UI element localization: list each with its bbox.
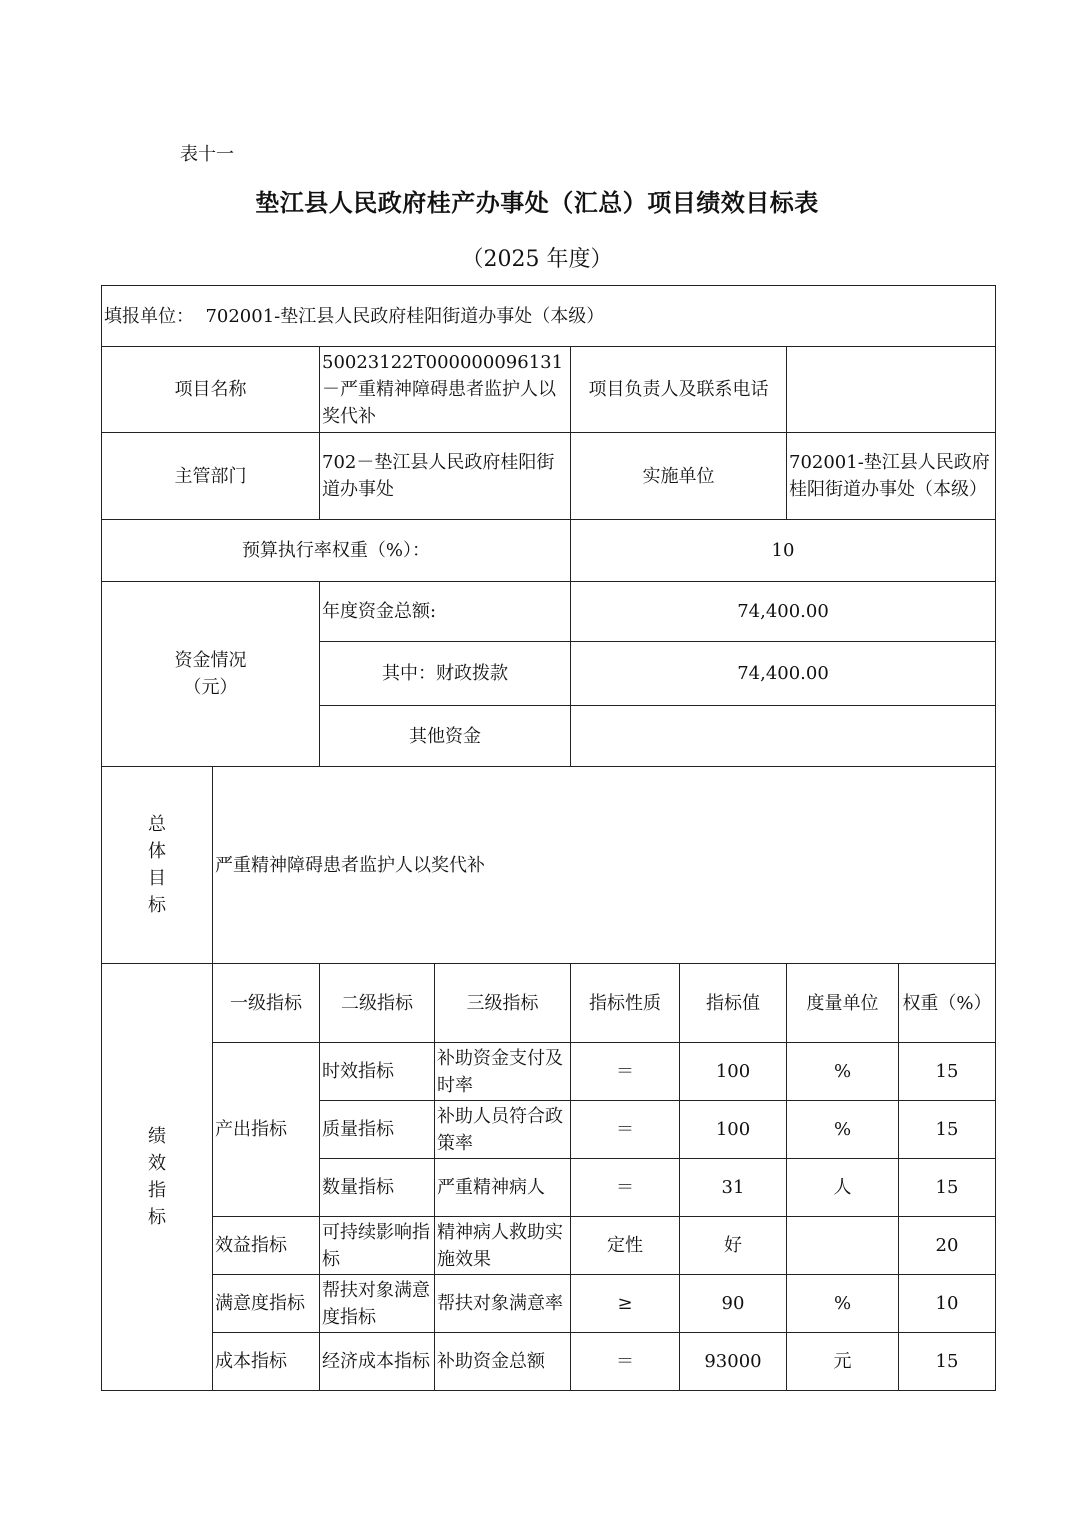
level2-cell: 经济成本指标 [320,1333,435,1391]
weight-cell: 15 [899,1333,996,1391]
indicator-header-row [102,964,996,1043]
performance-target-table [101,285,996,1391]
output-indicator-label: 产出指标 [213,1043,320,1217]
nature-cell: ＝ [571,1101,680,1159]
budget-rate-row [102,520,996,582]
value-cell: 93000 [680,1333,787,1391]
value-cell: 好 [680,1217,787,1275]
nature-cell: ＝ [571,1159,680,1217]
project-owner-value [787,347,996,433]
performance-label-char: 指 [148,1180,166,1201]
performance-label-char: 绩 [148,1126,166,1147]
funds-label-line1: 资金情况 [174,650,247,671]
weight-cell: 15 [899,1101,996,1159]
value-cell: 90 [680,1275,787,1333]
header-value: 指标值 [680,964,787,1043]
weight-cell: 10 [899,1275,996,1333]
unit-cell: % [787,1101,899,1159]
header-weight: 权重（%） [899,964,996,1043]
weight-cell: 15 [899,1159,996,1217]
header-level2: 二级指标 [320,964,435,1043]
level2-cell: 可持续影响指标 [320,1217,435,1275]
filler-row [102,286,996,347]
performance-label-char: 效 [148,1153,166,1174]
header-nature: 指标性质 [571,964,680,1043]
performance-label [102,964,213,1391]
table-row [102,1217,996,1275]
page-title: 垫江县人民政府桂产办事处（汇总）项目绩效目标表 [255,188,819,217]
level1-cell: 效益指标 [213,1217,320,1275]
unit-cell: 人 [787,1159,899,1217]
table-number: 表十一 [180,144,234,165]
funds-other-label: 其他资金 [320,706,571,767]
table-row [102,1275,996,1333]
overall-label-char: 体 [148,841,166,862]
value-cell: 100 [680,1101,787,1159]
level3-cell: 帮扶对象满意率 [435,1275,571,1333]
level1-cell: 成本指标 [213,1333,320,1391]
level1-cell: 满意度指标 [213,1275,320,1333]
level3-cell: 补助资金支付及时率 [435,1043,571,1101]
nature-cell: ≥ [571,1275,680,1333]
nature-cell: ＝ [571,1333,680,1391]
funds-total-row [102,582,996,642]
dept-value: 702－垫江县人民政府桂阳街道办事处 [320,433,571,520]
department-row [102,433,996,520]
funds-total-label: 年度资金总额: [320,582,571,642]
project-name-value: 50023122T000000096131－严重精神障碍患者监护人以奖代补 [320,347,571,433]
value-cell: 31 [680,1159,787,1217]
unit-cell: % [787,1275,899,1333]
funds-label-line2: （元） [183,677,238,698]
funds-fiscal-value: 74,400.00 [571,642,996,706]
level2-cell: 时效指标 [320,1043,435,1101]
filler-value: 702001-垫江县人民政府桂阳街道办事处（本级） [205,305,605,327]
level2-cell: 数量指标 [320,1159,435,1217]
overall-goal-row [102,767,996,964]
dept-label: 主管部门 [102,433,320,520]
header-unit: 度量单位 [787,964,899,1043]
performance-label-char: 标 [148,1207,166,1228]
level3-cell: 严重精神病人 [435,1159,571,1217]
filler-label: 填报单位： [104,305,194,327]
level2-cell: 帮扶对象满意度指标 [320,1275,435,1333]
page-subtitle-year: （2025 年度） [461,247,613,272]
budget-rate-label: 预算执行率权重（%）： [102,520,571,582]
impl-unit-value: 702001-垫江县人民政府桂阳街道办事处（本级） [787,433,996,520]
overall-label-char: 目 [148,868,166,889]
unit-cell [787,1217,899,1275]
table-row [102,1333,996,1391]
table-row [102,1043,996,1101]
header-level3: 三级指标 [435,964,571,1043]
project-name-label: 项目名称 [102,347,320,433]
level3-cell: 补助人员符合政策率 [435,1101,571,1159]
filler-cell [102,286,996,347]
nature-cell: 定性 [571,1217,680,1275]
overall-label-char: 总 [148,814,166,835]
funds-fiscal-label: 其中：财政拨款 [320,642,571,706]
level3-cell: 精神病人救助实施效果 [435,1217,571,1275]
weight-cell: 15 [899,1043,996,1101]
funds-other-value [571,706,996,767]
funds-total-value: 74,400.00 [571,582,996,642]
funds-label [102,582,320,767]
unit-cell: % [787,1043,899,1101]
impl-unit-label: 实施单位 [571,433,787,520]
level2-cell: 质量指标 [320,1101,435,1159]
project-row [102,347,996,433]
project-owner-label: 项目负责人及联系电话 [571,347,787,433]
overall-label-char: 标 [148,895,166,916]
nature-cell: ＝ [571,1043,680,1101]
level3-cell: 补助资金总额 [435,1333,571,1391]
unit-cell: 元 [787,1333,899,1391]
budget-rate-value: 10 [571,520,996,582]
value-cell: 100 [680,1043,787,1101]
weight-cell: 20 [899,1217,996,1275]
header-level1: 一级指标 [213,964,320,1043]
overall-goal-label [102,767,213,964]
overall-goal-value: 严重精神障碍患者监护人以奖代补 [213,767,996,964]
